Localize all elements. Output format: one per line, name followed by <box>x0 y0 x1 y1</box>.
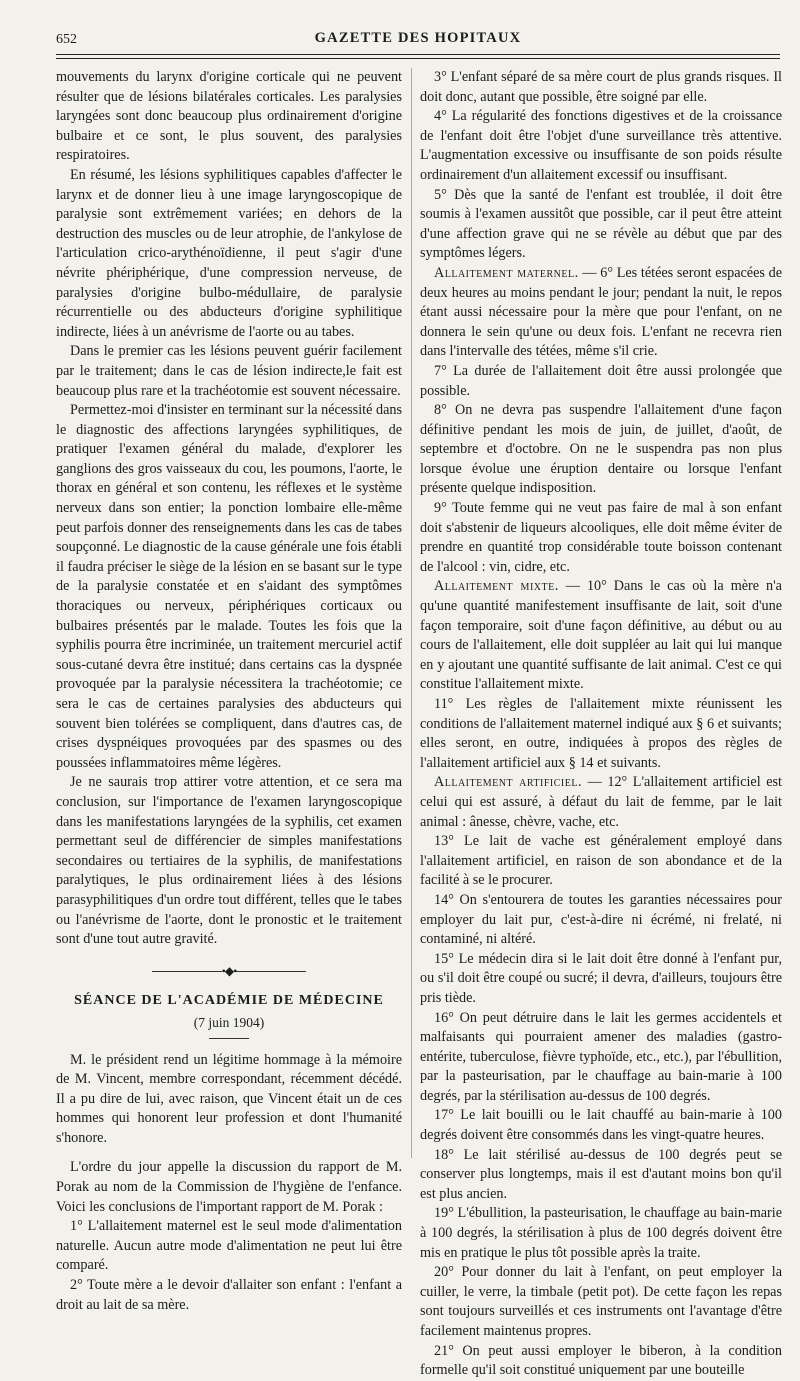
paragraph: 19° L'ébullition, la pasteurisation, le chauffage au bain-marie à 100 degrés, la stérilisation à plus de 100 degrés doivent être mis en pratique le plus tôt possible après la traite. <box>420 1205 782 1261</box>
paragraph: 17° Le lait bouilli ou le lait chauffé au bain-marie à 100 degrés doivent être consommés dans les vingt-quatre heures. <box>420 1107 782 1144</box>
paragraph: mouvements du larynx d'origine corticale qui ne peuvent résulter que de lésions bilatérales corticales. Les paralysies laryngées sont donc beaucoup plus ordinairement d'origine bulbaire et ce sont, le plus souvent, des paralysies respiratoires. <box>56 69 402 164</box>
session-date: (7 juin 1904) <box>193 1014 265 1030</box>
paragraph: Permettez-moi d'insister en terminant sur la nécessité dans le diagnostic des affections laryngées syphilitiques, de pratiquer l'examen général du malade, d'explorer les ganglions des gros vaisseaux du cou, les poumons, l'aorte, le thorax en général et son contenu, les réflexes et le système nerveux dans son entier; la ponction lombaire elle-même peut parfois donner des renseignements dans les cas de tabes soupçonné. Le diagnostic de la cause générale une fois établi il faudra préciser le siège de la lésion en se basant sur le type de la paralysie constatée et en s'aidant des symptômes thoraciques ou nerveux, périphériques corticaux ou bulbaires présentés par le malade. Toutes les fois que la syphilis pourra être incriminée, un traitement mercuriel actif sous-cutané devra être institué; dans certains cas la dyspnée provoquée par la paralysie nécessitera la trachéotomie; ce sera le cas de certaines paralysies des abducteurs qui souvent bien tolérées se compliquent, dans d'autres cas, de crises dyspnéiques provoquées par des spasmes ou des poussées inflammatoires même légères. <box>56 402 402 771</box>
paragraph: Je ne saurais trop attirer votre attention, et ce sera ma conclusion, sur l'importance de l'examen laryngoscopique dans les manifestations laryngées de la syphilis, cet examen permettant seul de différencier de simples manifestations secondaires ou tertiaires de la syphilis, de manifestations paralytiques, le plus ordinairement liées à des lésions parasyphilitiques d'un ordre tout différent, telles que le tabes ou l'anévrisme de l'aorte, dont le pronostic et le traitement sont d'une tout autre gravité. <box>56 774 402 948</box>
paragraph: 1° L'allaitement maternel est le seul mode d'alimentation naturelle. Aucun autre mode d'alimentation ne peut lui être comparé. <box>56 1218 402 1274</box>
section-paragraph <box>420 264 782 362</box>
paragraph: M. le président rend un légitime hommage à la mémoire de M. Vincent, membre correspondant, récemment décédé. Il a pu dire de lui, avec raison, que Vincent était un de ces hommes qui honorent leur profession et dont l'humanité s'honore. <box>56 1051 402 1146</box>
paragraph: 18° Le lait stérilisé au-dessus de 100 degrés peut se conserver plus longtemps, mais il est d'autant moins bon qu'il est plus ancien. <box>420 1146 782 1202</box>
paragraph: 9° Toute femme qui ne veut pas faire de mal à son enfant doit s'abstenir de liqueurs alcooliques, elle doit même éviter de prendre en quantité trop considérable toute boisson contenant de l'alcool : vin, cidre, etc. <box>420 500 782 575</box>
journal-title: GAZETTE DES HOPITAUX <box>314 30 522 46</box>
section-heading: Allaitement mixte. <box>434 578 559 595</box>
paragraph: L'ordre du jour appelle la discussion du rapport de M. Porak au nom de la Commission de l'hygiène de l'enfance. Voici les conclusions de l'important rapport de M. Porak : <box>56 1159 402 1215</box>
paragraph: 14° On s'entourera de toutes les garanties nécessaires pour employer du lait pur, c'est-à-dire ni écrémé, ni frelaté, ni contaminé, ni altéré. <box>420 891 782 948</box>
page-header <box>56 22 780 62</box>
paragraph: 16° On peut détruire dans le lait les germes accidentels et malfaisants qui pourraient amener des maladies (gastro-entérite, tuberculose, fièvre typhoïde, etc., etc.), par l'ébullition, par la pasteurisation, par le chauffage au bain-marie à 100 degrés, par la stérilisation au-dessus de 100 degrés. <box>420 1009 782 1104</box>
paragraph: 5° Dès que la santé de l'enfant est troublée, il doit être soumis à l'examen aussitôt que possible, car il peut être atteint d'une affection grave qui ne se révèle au début que par des symptômes légers. <box>420 186 782 262</box>
paragraph: En résumé, les lésions syphilitiques capables d'affecter le larynx et de donner lieu à une image laryngoscopique de paralysie sont extrêmement variées; en dehors de la destruction des muscles ou de leur atrophie, de l'ankylose de l'articulation crico-arythénoïdienne, il peut s'agir d'une névrite phériphérique, d'une compression nerveuse, de paralysies d'origine bulbo-médullaire, de paralysie récurrentielle ou des abducteurs d'origine syphilitique indirecte, liées à un anévrisme de l'aorte ou au tabes. <box>56 166 402 340</box>
section-ornament: •◆• <box>56 962 402 982</box>
header-rule-top <box>56 54 780 55</box>
session-rule <box>209 1038 249 1039</box>
section-heading: Allaitement artificiel. <box>434 774 583 791</box>
left-column <box>56 68 402 1315</box>
section-paragraph <box>420 577 782 695</box>
paragraph: 7° La durée de l'allaitement doit être aussi prolongée que possible. <box>420 362 782 399</box>
paragraph: 3° L'enfant séparé de sa mère court de plus grands risques. Il doit donc, autant que possible, être soigné par elle. <box>420 69 782 105</box>
right-column <box>420 68 782 1381</box>
paragraph-text: — 6° Les tétées seront espacées de deux heures au moins pendant le jour; pendant la nuit, le repos étant aussi nécessaire pour la mère que pour l'enfant, on ne donnera le sein qu'une ou deux fois. L'enfant ne recevra rien dans l'intervalle des tétées, même s'il crie. <box>420 264 782 360</box>
paragraph: 2° Toute mère a le devoir d'allaiter son enfant : l'enfant a droit au lait de sa mère. <box>56 1277 402 1313</box>
section-paragraph <box>420 773 782 832</box>
paragraph: 4° La régularité des fonctions digestives et de la croissance de l'enfant doit être l'objet d'une surveillance très attentive. L'augmentation excessive ou insuffisante de son poids résulte ordinairement d'un allaitement excessif ou insuffisant. <box>420 108 782 183</box>
column-divider <box>411 68 412 1158</box>
paragraph: 21° On peut aussi employer le biberon, à la condition formelle qu'il soit constitué uniquement par une bouteille <box>420 1342 782 1379</box>
paragraph: 13° Le lait de vache est généralement employé dans l'allaitement artificiel, en raison de son abondance et de la facilité à se le procurer. <box>420 833 782 889</box>
paragraph: 11° Les règles de l'allaitement mixte réunissent les conditions de l'allaitement maternel indiqué aux § 6 et suivants; elles seront, en outre, indiquées à propos des règles de l'allaitement artificiel aux § 14 et suivants. <box>420 696 782 771</box>
paragraph: 20° Pour donner du lait à l'enfant, on peut employer la cuiller, le verre, la timbale (petit pot). De cette façon les repas sont toujours surveillés et ces instruments ont l'avantage d'être facilement maintenus propres. <box>420 1264 782 1339</box>
section-heading: Allaitement maternel. <box>434 264 579 281</box>
page-number: 652 <box>56 32 77 47</box>
paragraph: 8° On ne devra pas suspendre l'allaitement d'une façon définitive pendant les mois de juin, de juillet, d'août, de septembre et d'octobre. On ne le suspendra pas non plus lorsque évolue une éruption dentaire ou lorsque l'enfant présente quelque indisposition. <box>420 402 782 497</box>
paragraph-text: — 10° Dans le cas où la mère n'a qu'une quantité manifestement insuffisante de lait, soit d'une façon temporaire, soit d'une façon définitive, au début ou au cours de l'allaitement, elle doit suppléer au lait qui lui manque en y ajoutant une quantité suffisante de lait animal. C'est ce qui constitue l'allaitement mixte. <box>420 578 782 693</box>
session-title: SÉANCE DE L'ACADÉMIE DE MÉDECINE <box>74 993 384 1009</box>
paragraph: 15° Le médecin dira si le lait doit être donné à l'enfant pur, ou s'il doit être coupé ou sucré; il devra, d'ailleurs, toujours être pris tiède. <box>420 950 782 1006</box>
header-rule-bottom <box>56 58 780 59</box>
paragraph-text: — 12° L'allaitement artificiel est celui qui est assuré, à défaut du lait de femme, par le lait animal : ânesse, chèvre, vache, etc. <box>420 774 783 830</box>
paragraph: Dans le premier cas les lésions peuvent guérir facilement par le traitement; dans le cas de lésion indirecte,le fait est beaucoup plus rare et la trachéotomie est souvent nécessaire. <box>56 343 402 399</box>
